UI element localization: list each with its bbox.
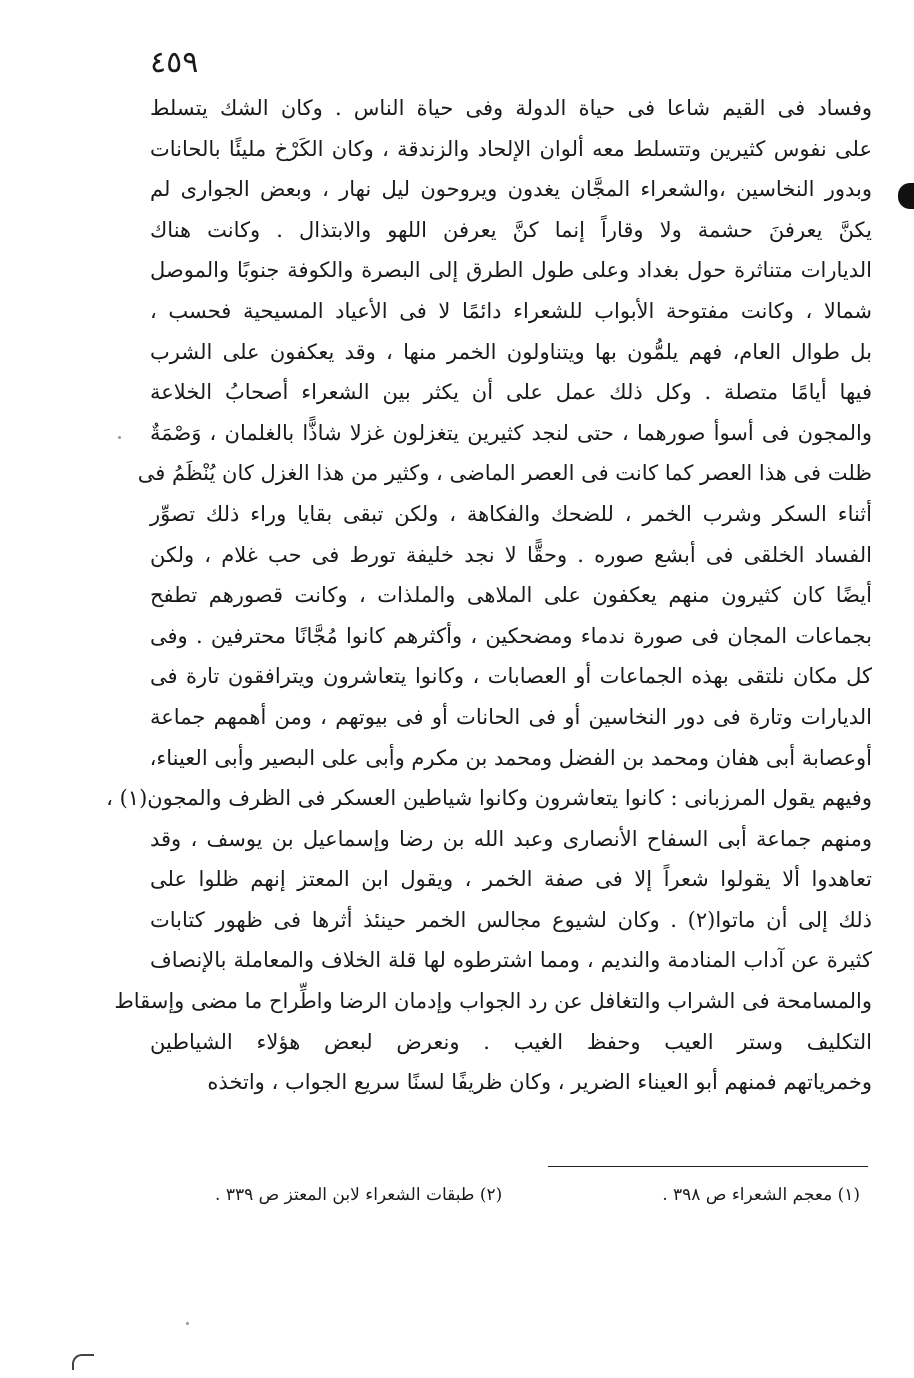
footnote-rule: [548, 1166, 868, 1167]
text-line: ظلت فى هذا العصر كما كانت فى العصر الماضى ، وكثير من هذا الغزل كان يُنْظَمُ فى: [137, 461, 872, 486]
text-line: وفساد فى القيم شاعا فى حياة الدولة وفى حياة الناس . وكان الشك يتسلط: [150, 96, 872, 120]
text-line: كل مكان نلتقى بهذه الجماعات أو العصابات ، وكانوا يتعاشرون ويترافقون تارة فى: [150, 664, 872, 689]
text-line: أثناء السكر وشرب الخمر ، للضحك والفكاهة ، ولكن تبقى بقايا وراء ذلك تصوِّر: [150, 501, 872, 526]
margin-marker: [898, 183, 914, 209]
paper-speck: [186, 1322, 189, 1325]
page-number: ٤٥٩: [150, 45, 199, 80]
text-line: والمسامحة فى الشراب والتغافل عن رد الجواب وإدمان الرضا واطِّراح ما مضى وإسقاط: [114, 989, 872, 1014]
text-line: تعاهدوا ألا يقولوا شعراً إلا فى صفة الخمر ، ويقول ابن المعتز إنهم ظلوا على: [150, 867, 872, 892]
footnote-2: (٢) طبقات الشعراء لابن المعتز ص ٣٣٩ .: [215, 1185, 503, 1205]
text-line: وخمرياتهم فمنهم أبو العيناء الضرير ، وكان ظريفًا لسنًا سريع الجواب ، واتخذه: [207, 1070, 872, 1095]
text-line: أيضًا كان كثيرون منهم يعكفون على الملاهى والملذات ، وكانت قصورهم تطفح: [150, 583, 872, 608]
body-text: [106, 88, 872, 1103]
text-line: والمجون فى أسوأ صورهما ، حتى لنجد كثيرين يتغزلون غزلا شاذًّا بالغلمان ، وَصْمَةٌ: [150, 420, 872, 445]
text-line: الفساد الخلقى فى أبشع صوره . وحقًّا لا نجد خليفة تورط فى حب غلام ، ولكن: [150, 542, 872, 567]
footnotes: [215, 1180, 860, 1210]
text-line: يكنَّ يعرفنَ حشمة ولا وقاراً إنما كنَّ يعرفن اللهو والابتذال . وكانت هناك: [150, 217, 872, 242]
text-line: على نفوس كثيرين وتتسلط معه ألوان الإلحاد والزندقة ، وكان الكَرْخ مليئًا بالحانات: [150, 136, 872, 161]
text-line: ذلك إلى أن ماتوا(٢) . وكان لشيوع مجالس الخمر حينئذ أثرها فى ظهور كتابات: [150, 907, 872, 932]
text-line: فيها أيامًا متصلة . وكل ذلك عمل على أن يكثر بين الشعراء أصحابُ الخلاعة: [150, 380, 872, 405]
corner-mark: [72, 1354, 94, 1370]
text-line: شمالا ، وكانت مفتوحة الأبواب للشعراء دائمًا لا فى الأعياد المسيحية فحسب ،: [150, 298, 872, 323]
text-line: وبدور النخاسين ،والشعراء المجَّان يغدون ويروحون ليل نهار ، وبعض الجوارى لم: [150, 177, 872, 202]
text-line: الديارات وتارة فى دور النخاسين أو فى الحانات أو فى بيوتهم ، ومن أهمهم جماعة: [150, 704, 872, 729]
text-line: التكليف وستر العيب وحفظ الغيب . ونعرض لبعض هؤلاء الشياطين: [150, 1029, 872, 1054]
text-line: بجماعات المجان فى صورة ندماء ومضحكين ، وأكثرهم كانوا مُجَّانًا محترفين . وفى: [150, 623, 872, 648]
paper-speck: [118, 436, 121, 439]
text-line: وفيهم يقول المرزبانى : كانوا يتعاشرون وكانوا شياطين العسكر فى الظرف والمجون(١) ،: [106, 786, 872, 811]
text-line: بل طوال العام، فهم يلمُّون بها ويتناولون الخمر منها ، وقد يعكفون على الشرب: [150, 339, 872, 364]
text-line: ومنهم جماعة أبى السفاح الأنصارى وعبد الله بن رضا وإسماعيل بن يوسف ، وقد: [150, 826, 872, 851]
text-line: الديارات متناثرة حول بغداد وعلى طول الطرق إلى البصرة والكوفة جنوبًا والموصل: [150, 258, 872, 283]
text-line: أوعصابة أبى هفان ومحمد بن الفضل ومحمد بن مكرم وأبى على البصير وأبى العيناء،: [149, 745, 872, 770]
footnote-1: (١) معجم الشعراء ص ٣٩٨ .: [662, 1185, 860, 1205]
text-line: كثيرة عن آداب المنادمة والنديم ، ومما اشترطوه لها قلة الخلاف والمعاملة بالإنصاف: [150, 948, 872, 973]
